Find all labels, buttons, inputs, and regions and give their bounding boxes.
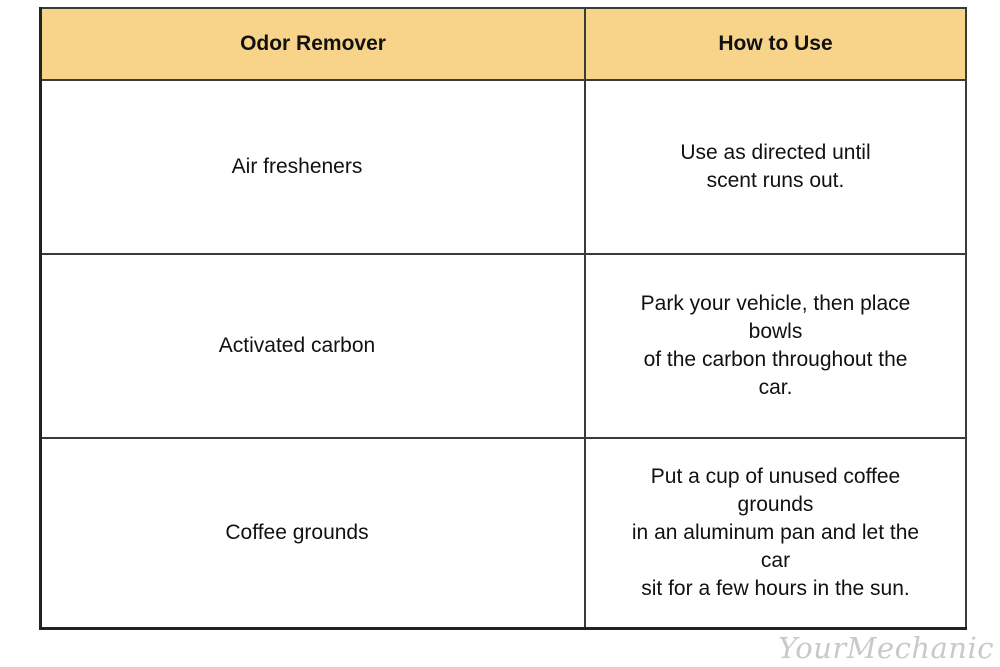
odor-remover-table-container: [39, 7, 967, 621]
cell-how-to-use: [585, 438, 966, 629]
remover-text: Activated carbon: [218, 334, 376, 357]
usage-text: Park your vehicle, then place bowls of the carbon throughout the car.: [640, 292, 911, 399]
table-row: [41, 80, 967, 254]
odor-remover-table: [39, 7, 967, 630]
usage-text: Use as directed until scent runs out.: [680, 141, 871, 192]
cell-how-to-use: [585, 80, 966, 254]
header-odor-remover: Odor Remover: [41, 8, 586, 80]
cell-odor-remover: [41, 438, 586, 629]
yourmechanic-watermark: YourMechanic: [778, 631, 994, 665]
table-header-row: [41, 8, 967, 80]
usage-text: Put a cup of unused coffee grounds in an aluminum pan and let the car sit for a few hours in the sun.: [631, 465, 920, 600]
table-row: [41, 254, 967, 438]
cell-how-to-use: [585, 254, 966, 438]
remover-text: Air fresheners: [231, 155, 363, 178]
header-how-to-use: How to Use: [585, 8, 966, 80]
cell-odor-remover: [41, 254, 586, 438]
cell-odor-remover: [41, 80, 586, 254]
remover-text: Coffee grounds: [225, 521, 369, 544]
table-row: [41, 438, 967, 629]
